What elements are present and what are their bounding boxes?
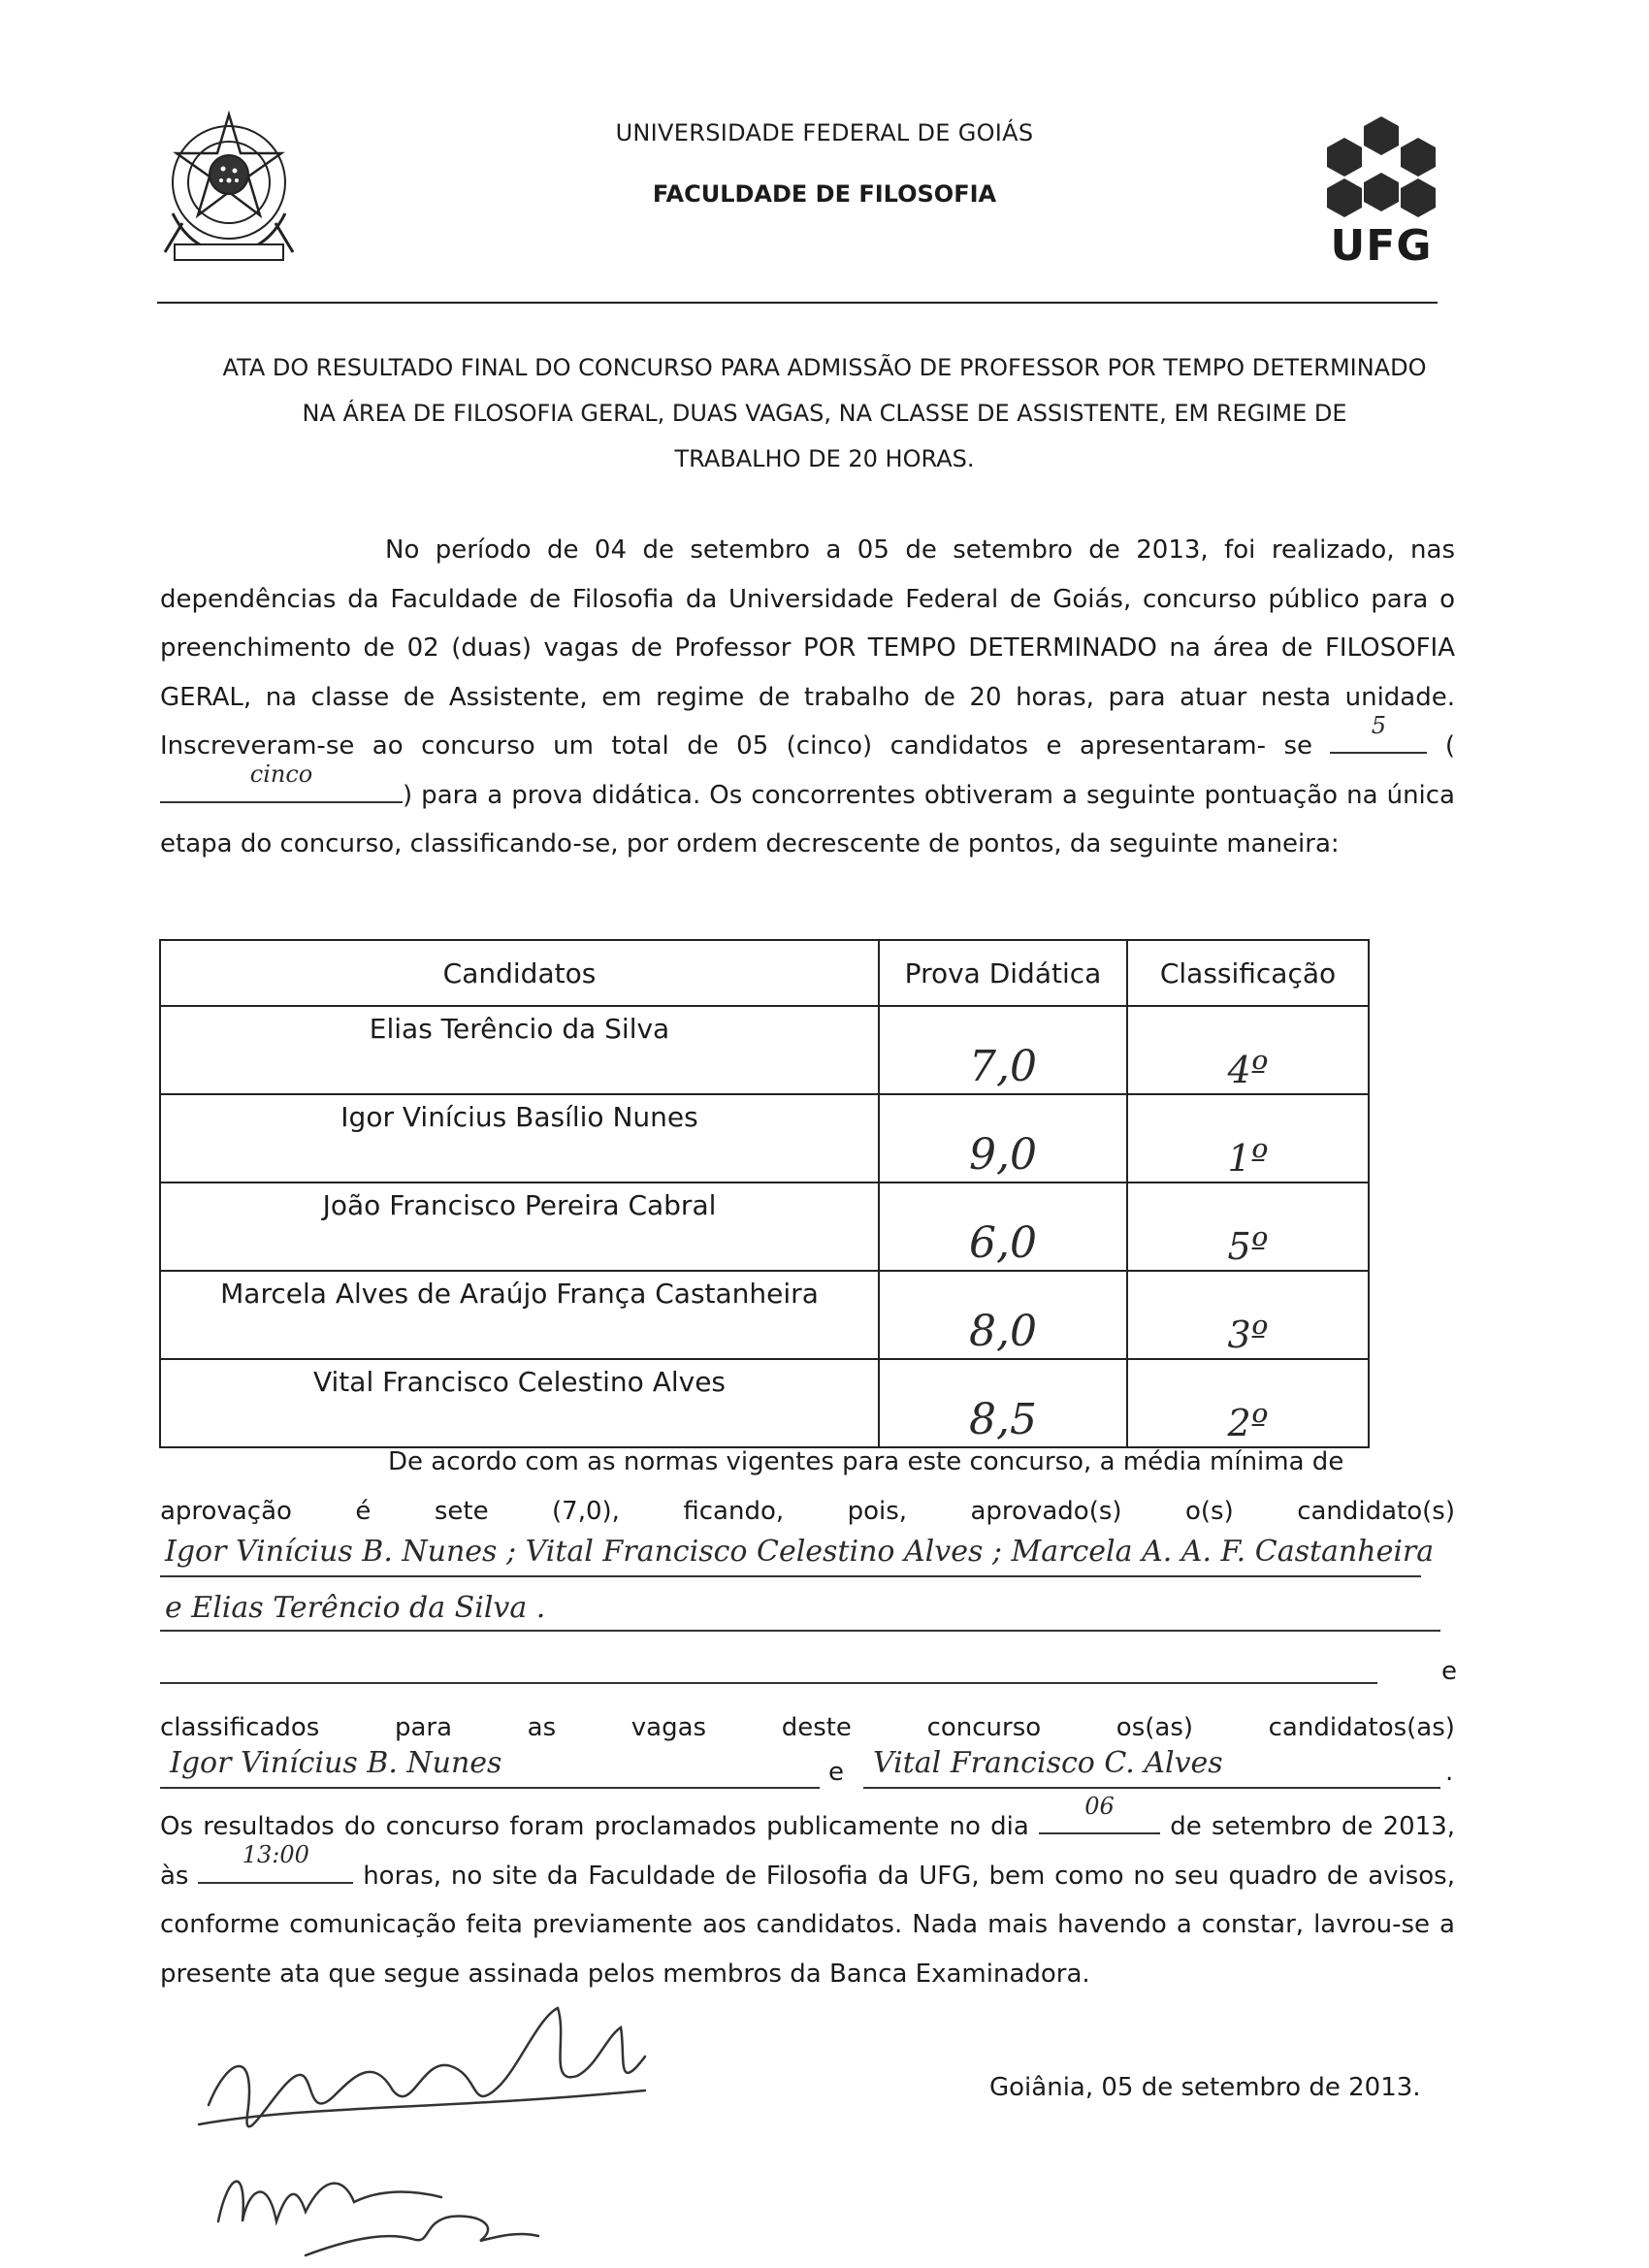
candidate-name: João Francisco Pereira Cabral: [160, 1183, 879, 1271]
winner-2: Vital Francisco C. Alves: [873, 1746, 1223, 1780]
table-row: [160, 1094, 1369, 1183]
classified-line: [160, 1703, 1455, 1753]
table-row: [160, 1271, 1369, 1359]
ufg-logo-text: UFG: [1330, 221, 1433, 271]
header-candidates: Candidatos: [160, 940, 879, 1006]
intro-paragraph: [160, 526, 1455, 869]
title-line-1: ATA DO RESULTADO FINAL DO CONCURSO PARA ADMISSÃO DE PROFESSOR POR TEMPO DETERMINADO: [222, 354, 1427, 381]
candidate-name: Elias Terêncio da Silva: [160, 1006, 879, 1094]
header-score: Prova Didática: [879, 940, 1127, 1006]
candidate-rank: 3º: [1127, 1271, 1369, 1359]
candidate-name: Vital Francisco Celestino Alves: [160, 1359, 879, 1447]
word: ficando,: [683, 1496, 785, 1526]
word: (7,0),: [552, 1496, 620, 1526]
approved-names-line-1: Igor Vinícius B. Nunes ; Vital Francisco Celestino Alves ; Marcela A. A. F. Castanheira: [165, 1535, 1435, 1569]
intro-se: se: [1283, 731, 1312, 761]
word: deste: [781, 1713, 852, 1742]
header-divider: [157, 302, 1438, 304]
ufg-logo: [1321, 114, 1441, 271]
table-row: [160, 1006, 1369, 1094]
table-header-row: [160, 940, 1369, 1006]
word: os(as): [1116, 1713, 1194, 1742]
word: candidatos(as): [1268, 1713, 1455, 1742]
winner-conjunction: e: [828, 1758, 844, 1787]
word: aprovado(s): [970, 1496, 1122, 1526]
time-value: 13:00: [242, 1841, 309, 1868]
candidate-score: 6,0: [879, 1183, 1127, 1271]
closing-paragraph: [160, 1792, 1456, 1998]
table-row: [160, 1359, 1369, 1447]
candidate-score: 8,5: [879, 1359, 1127, 1447]
candidate-name: Igor Vinícius Basílio Nunes: [160, 1094, 879, 1183]
ufg-hexagon-icon: [1321, 114, 1441, 221]
word: candidato(s): [1297, 1496, 1455, 1526]
word: classificados: [160, 1713, 320, 1742]
day-field: [1039, 1792, 1160, 1834]
fill-line: [160, 1630, 1440, 1632]
intro-text-a: No período de 04 de setembro a 05 de setembro de 2013, foi realizado, nas dependências da Faculdade de Filosofia da Universidade Federal de Goiás, concurso público para o preenchimento de 02 (duas) vagas de Professor POR TEMPO DETERMINADO na área de FILOSOFIA GERAL, na classe de Assistente, em regime de trabalho de 20 horas, para atuar nesta unidade. Inscreveram-se ao concurso um total de 05 (cinco) candidatos e apresentaram-: [160, 535, 1455, 761]
word: concurso: [926, 1713, 1042, 1742]
institution-name: UNIVERSIDADE FEDERAL DE GOIÁS: [615, 119, 1034, 146]
word: para: [394, 1713, 453, 1742]
results-table: [159, 939, 1370, 1448]
approval-line-2: [160, 1487, 1455, 1537]
approved-names-line-2: e Elias Terêncio da Silva .: [165, 1591, 546, 1625]
candidate-name: Marcela Alves de Araújo França Castanheira: [160, 1271, 879, 1359]
candidate-rank: 4º: [1127, 1006, 1369, 1094]
winner-1: Igor Vinícius B. Nunes: [170, 1746, 502, 1780]
present-count-field: [1330, 711, 1427, 754]
present-words-field: [160, 761, 403, 803]
approval-line-1: De acordo com as normas vigentes para este concurso, a média mínima de: [388, 1447, 1344, 1476]
approval-paragraph: [160, 1438, 1455, 1536]
candidate-rank: 5º: [1127, 1183, 1369, 1271]
present-words: cinco: [249, 761, 313, 788]
fill-line: [160, 1575, 1421, 1577]
candidate-score: 7,0: [879, 1006, 1127, 1094]
candidate-score: 8,0: [879, 1271, 1127, 1359]
time-field: [198, 1841, 353, 1884]
intro-text-b: ) para a prova didática. Os concorrentes obtiveram a seguinte pontuação na única etapa do concurso, classificando-se, por ordem decrescente de pontos, da seguinte maneira:: [160, 780, 1455, 859]
date-place: Goiânia, 05 de setembro de 2013.: [989, 2073, 1421, 2102]
table-row: [160, 1183, 1369, 1271]
word: vagas: [630, 1713, 707, 1742]
word: aprovação: [160, 1496, 292, 1526]
candidate-rank: 2º: [1127, 1359, 1369, 1447]
header-rank: Classificação: [1127, 940, 1369, 1006]
period: .: [1445, 1758, 1454, 1787]
title-line-2: NA ÁREA DE FILOSOFIA GERAL, DUAS VAGAS, NA CLASSE DE ASSISTENTE, EM REGIME DE: [302, 400, 1347, 427]
paren-open: (: [1444, 731, 1456, 761]
word: o(s): [1184, 1496, 1234, 1526]
signature-1: [199, 2008, 645, 2126]
word: pois,: [847, 1496, 908, 1526]
document-title: [146, 345, 1504, 482]
candidate-rank: 1º: [1127, 1094, 1369, 1183]
signature-2: [218, 2182, 538, 2255]
word: é: [355, 1496, 372, 1526]
closing-text-b: de setembro de 2013, às: [160, 1812, 1456, 1891]
candidate-score: 9,0: [879, 1094, 1127, 1183]
fill-line: [160, 1682, 1377, 1684]
fill-line: [160, 1787, 820, 1789]
closing-text-a: Os resultados do concurso foram proclamados publicamente no dia: [160, 1812, 1029, 1841]
closing-text-c: horas, no site da Faculdade de Filosofia da UFG, bem como no seu quadro de avisos, conforme comunicação feita previamente aos candidatos. Nada mais havendo a constar, lavrou-se a presente ata que segue assinada pelos membros da Banca Examinadora.: [160, 1861, 1455, 1989]
conjunction-e: e: [1441, 1657, 1457, 1686]
title-line-3: TRABALHO DE 20 HORAS.: [674, 445, 975, 472]
word: sete: [434, 1496, 489, 1526]
day-value: 06: [1084, 1792, 1115, 1820]
word: as: [527, 1713, 557, 1742]
signatures: [189, 1998, 732, 2260]
present-count: 5: [1371, 711, 1387, 739]
faculty-name: FACULDADE DE FILOSOFIA: [652, 180, 997, 208]
